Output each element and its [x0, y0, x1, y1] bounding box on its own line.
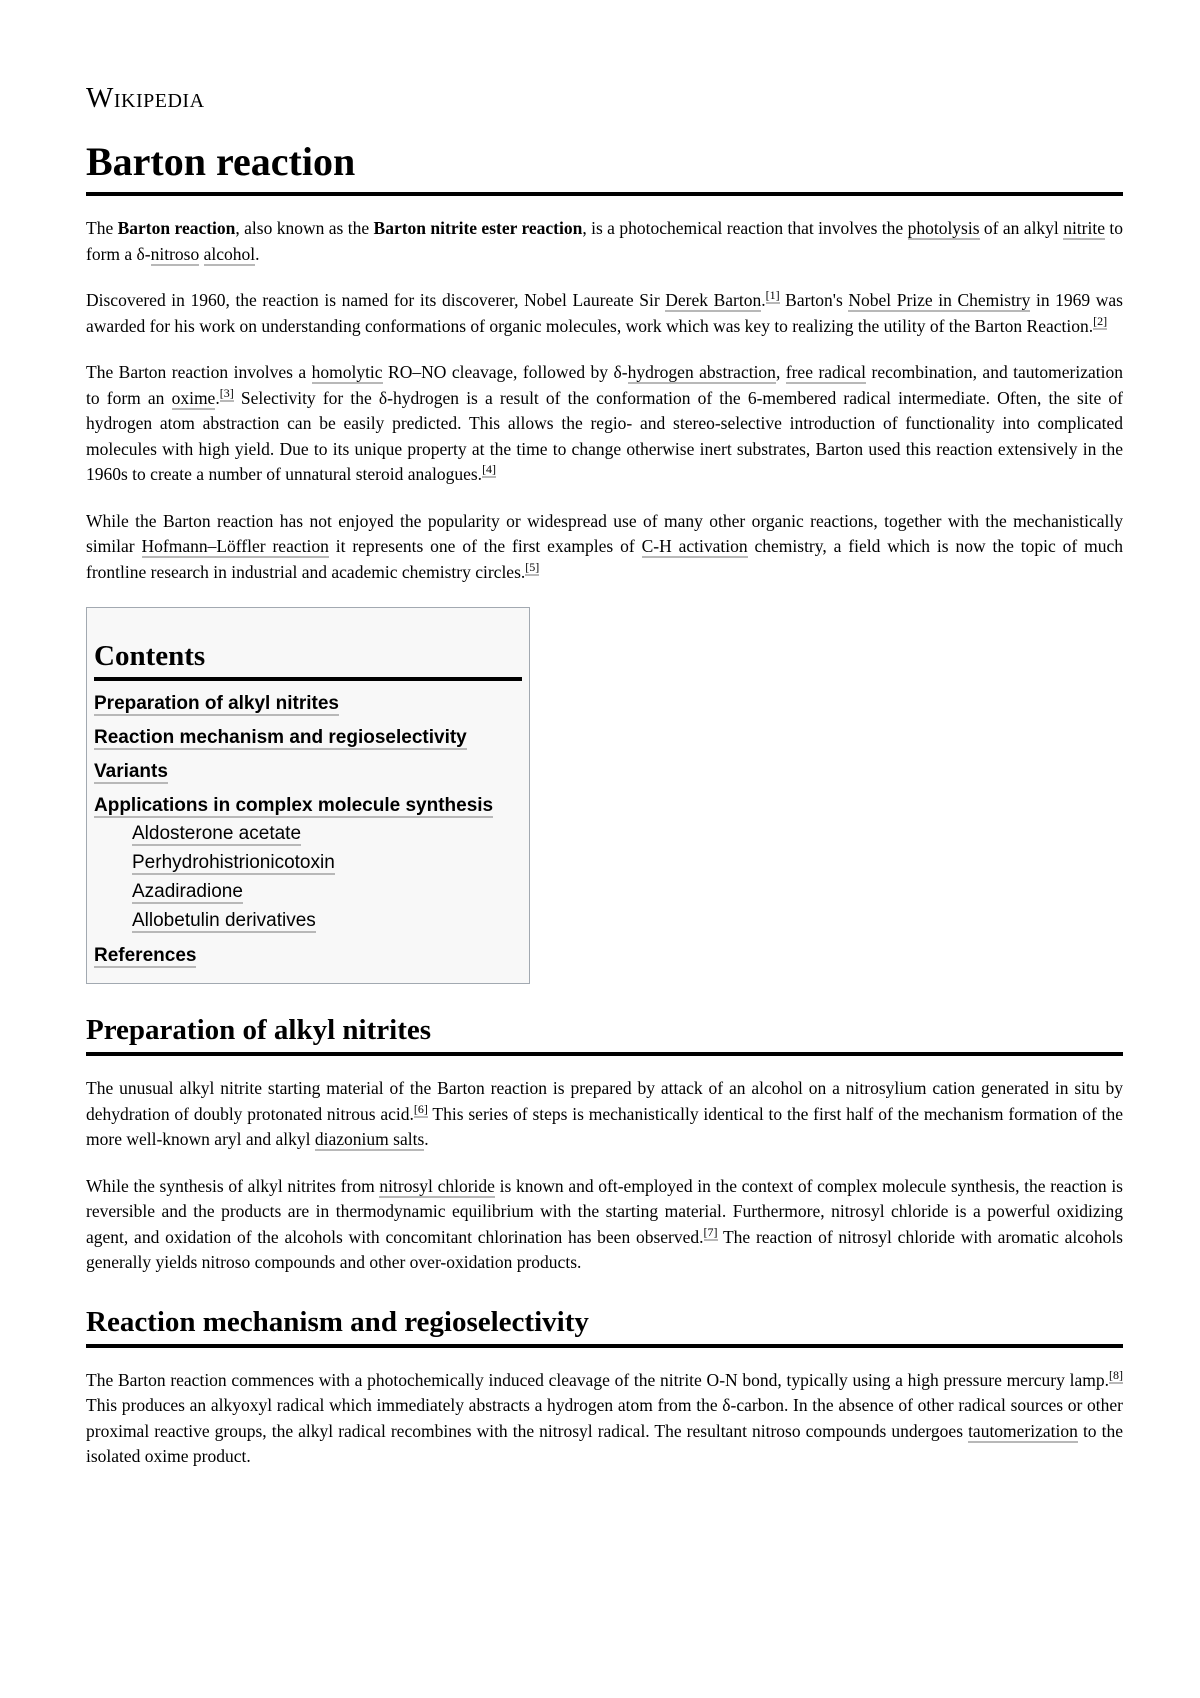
text-run: chemistry, a field which is now the topic of much frontline research in industrial and academic chemistry circles. [86, 536, 1123, 582]
toc-link-reaction-mechanism-and-regioselectivity[interactable]: Reaction mechanism and regioselectivity [94, 727, 467, 748]
section-heading: Preparation of alkyl nitrites [86, 1012, 1123, 1056]
citation-link[interactable]: [5] [525, 559, 540, 574]
link-hofmann-l-ffler-reaction[interactable]: Hofmann–Löffler reaction [141, 536, 329, 556]
link-nitrite[interactable]: nitrite [1063, 218, 1105, 238]
toc-heading: Contents [94, 638, 522, 681]
paragraph [86, 360, 1123, 488]
citation-sup [1093, 314, 1107, 330]
citation-link[interactable]: [1] [765, 288, 780, 303]
section-heading: Reaction mechanism and regioselectivity [86, 1304, 1123, 1348]
text-run: in 1969 was awarded for his work on understanding conformations of organic molecules, work which was key to realizing the utility of the Barton Reaction. [86, 290, 1123, 336]
text-run: This series of steps is mechanistically identical to the first half of the mechanism formation of the more well-known aryl and alkyl [86, 1103, 1123, 1149]
toc-list [94, 687, 522, 973]
text-run [199, 244, 203, 264]
text-run: Selectivity for the δ-hydrogen is a result of the conformation of the 6-membered radical intermediate. Often, the site of hydrogen atom abstraction can be easily predicted. This allows the regio- and stereo-selective introduction of functionality into complicated molecules with high yield. Due to its unique property at the time to change otherwise inert substrates, Barton used this reaction extensively in the 1960s to create a number of unnatural steroid analogues. [86, 387, 1124, 484]
citation-sup [766, 288, 780, 304]
toc-link-preparation-of-alkyl-nitrites[interactable]: Preparation of alkyl nitrites [94, 693, 339, 714]
toc-link-allobetulin-derivatives[interactable]: Allobetulin derivatives [132, 910, 316, 931]
citation-link[interactable]: [8] [1109, 1367, 1123, 1382]
citation-link[interactable]: [3] [219, 385, 234, 400]
text-run: . [761, 290, 766, 310]
link-oxime[interactable]: oxime [171, 387, 216, 408]
text-run: it represents one of the first examples of [328, 536, 642, 556]
paragraph [86, 216, 1123, 267]
toc-item [94, 721, 522, 755]
citation-sup [704, 1225, 718, 1241]
toc-item [94, 819, 522, 848]
text-run: The Barton reaction involves a [86, 362, 312, 382]
text-run: to the isolated oxime product. [86, 1420, 1123, 1466]
toc-link-applications-in-complex-molecule-synthesis[interactable]: Applications in complex molecule synthesis [94, 795, 494, 816]
link-derek-barton[interactable]: Derek Barton [665, 290, 762, 310]
citation-sup [414, 1102, 428, 1118]
text-run: , is a photochemical reaction that involves the [582, 218, 908, 238]
text-run: , also known as the [235, 218, 374, 238]
citation-sup [1109, 1368, 1123, 1384]
link-tautomerization[interactable]: tautomerization [968, 1420, 1078, 1441]
text-run: While the Barton reaction has not enjoyed the popularity or widespread use of many other organic reactions, together with the mechanistically similar [86, 510, 1123, 556]
text-run: , [775, 362, 786, 382]
text-run: Barton's [779, 290, 849, 310]
text-run: The Barton reaction commences with a photochemically induced cleavage of the nitrite O-N bond, typically using a high pressure mercury lamp. [86, 1369, 1109, 1390]
table-of-contents [86, 607, 530, 984]
link-diazonium-salts[interactable]: diazonium salts [314, 1129, 425, 1149]
toc-item [94, 939, 522, 973]
text-run: . [215, 387, 220, 408]
toc-link-perhydrohistrionicotoxin[interactable]: Perhydrohistrionicotoxin [132, 852, 335, 873]
text-run: While the synthesis of alkyl nitrites from [86, 1175, 380, 1196]
paragraph [86, 1076, 1123, 1153]
wikipedia-logo[interactable]: Wikipedia [86, 82, 205, 114]
citation-link[interactable]: [6] [413, 1101, 428, 1116]
link-homolytic[interactable]: homolytic [311, 362, 383, 382]
article-sections [86, 1012, 1123, 1470]
link-photolysis[interactable]: photolysis [907, 218, 980, 238]
text-run: . [255, 243, 260, 264]
bold-term: Barton nitrite ester reaction [373, 218, 583, 238]
text-run: The [86, 218, 118, 238]
toc-item [94, 906, 522, 935]
toc-link-variants[interactable]: Variants [94, 761, 168, 782]
link-nobel-prize-in-chemistry[interactable]: Nobel Prize in Chemistry [848, 290, 1031, 310]
citation-sup [525, 560, 539, 576]
citation-sup [482, 462, 496, 478]
paragraph [86, 1368, 1123, 1470]
text-run: is known and oft-employed in the context of complex molecule synthesis, the reaction is reversible and the products are in thermodynamic equilibrium with the starting material. Furthermore, nitrosyl chloride is a powerful oxidizing agent, and oxidation of the alcohols with concomitant chlorination has been observed. [86, 1175, 1123, 1247]
toc-link-aldosterone-acetate[interactable]: Aldosterone acetate [132, 823, 302, 844]
text-run: recombination, and tautomerization to form an [86, 362, 1123, 408]
page-title: Barton reaction [86, 138, 1123, 196]
article-intro [86, 216, 1123, 585]
link-free-radical[interactable]: free radical [785, 362, 867, 382]
toc-link-azadiradione[interactable]: Azadiradione [132, 881, 243, 902]
toc-item [94, 877, 522, 906]
text-run: The unusual alkyl nitrite starting material of the Barton reaction is prepared by attack of an alcohol on a nitrosylium cation generated in situ by dehydration of doubly protonated nitrous acid. [86, 1078, 1123, 1124]
toc-item [94, 848, 522, 877]
link-nitrosyl-chloride[interactable]: nitrosyl chloride [379, 1175, 495, 1196]
text-run: to form a δ- [86, 218, 1123, 264]
paragraph [86, 509, 1123, 586]
citation-link[interactable]: [2] [1093, 313, 1108, 328]
text-run: The reaction of nitrosyl chloride with aromatic alcohols generally yields nitroso compounds and other over-oxidation products. [86, 1226, 1123, 1272]
text-run: of an alkyl [979, 218, 1064, 238]
text-run: Discovered in 1960, the reaction is named for its discoverer, Nobel Laureate Sir [86, 290, 666, 310]
bold-term: Barton reaction [117, 218, 236, 238]
link-alcohol[interactable]: alcohol [203, 243, 256, 264]
toc-item [94, 687, 522, 721]
toc-link-references[interactable]: References [94, 945, 197, 966]
citation-link[interactable]: [7] [703, 1224, 718, 1239]
link-c-h-activation[interactable]: C-H activation [641, 536, 748, 556]
toc-item [94, 789, 522, 823]
text-run: This produces an alkyoxyl radical which immediately abstracts a hydrogen atom from the δ-carbon. In the absence of other radical sources or other proximal reactive groups, the alkyl radical recombines with the nitrosyl radical. The resultant nitroso compounds undergoes [86, 1395, 1123, 1441]
paragraph [86, 288, 1123, 339]
article-page [86, 78, 1123, 1491]
text-run: RO–NO cleavage, followed by δ- [382, 362, 628, 382]
link-hydrogen-abstraction[interactable]: hydrogen abstraction [627, 362, 776, 382]
citation-link[interactable]: [4] [482, 462, 497, 477]
toc-item [94, 755, 522, 789]
link-nitroso[interactable]: nitroso [150, 243, 200, 264]
text-run: . [424, 1129, 429, 1149]
citation-sup [220, 386, 234, 402]
paragraph [86, 1174, 1123, 1276]
